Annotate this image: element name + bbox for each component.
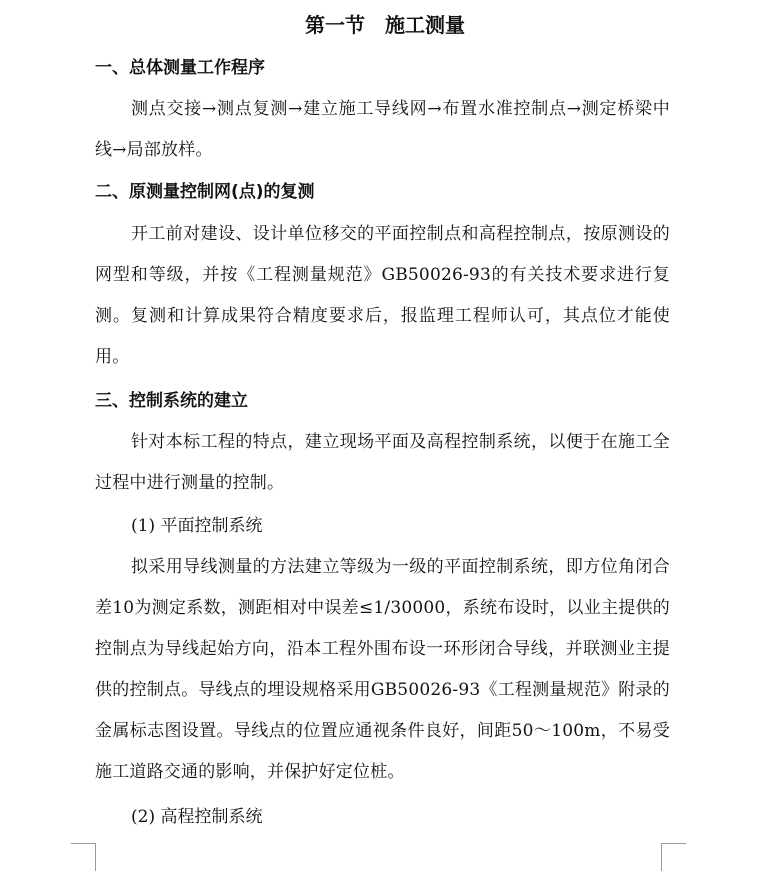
section-heading-2: 二、原测量控制网(点)的复测 xyxy=(95,182,315,202)
page-corner-mark-right xyxy=(661,843,686,871)
subsection-heading-2: (2) 高程控制系统 xyxy=(131,807,263,827)
page-title: 第一节 施工测量 xyxy=(305,13,465,37)
section-heading-3: 三、控制系统的建立 xyxy=(95,391,248,411)
subsection-paragraph-1: 拟采用导线测量的方法建立等级为一级的平面控制系统，即方位角闭合差10为测定系数，测距相对中误差≤1/30000，系统布设时，以业主提供的控制点为导线起始方向，沿本工程外围布设一环形闭合导线，并联测业主提供的控制点。导线点的埋设规格采用GB50026-93《工程测量规范》附录的金属标志图设置。导线点的位置应通视条件良好，间距50～100m，不易受施工道路交通的影响，并保护好定位桩。 xyxy=(95,557,670,782)
section-paragraph-2: 开工前对建设、设计单位移交的平面控制点和高程控制点，按原测设的网型和等级，并按《工程测量规范》GB50026-93的有关技术要求进行复测。复测和计算成果符合精度要求后，报监理工程师认可，其点位才能使用。 xyxy=(95,224,670,367)
page-corner-mark-left xyxy=(71,843,96,871)
section-paragraph-1: 测点交接→测点复测→建立施工导线网→布置水准控制点→测定桥梁中线→局部放样。 xyxy=(95,99,670,160)
subsection-heading-1: (1) 平面控制系统 xyxy=(131,516,263,536)
section-heading-1: 一、总体测量工作程序 xyxy=(95,58,265,78)
section-paragraph-3: 针对本标工程的特点，建立现场平面及高程控制系统，以便于在施工全过程中进行测量的控制。 xyxy=(95,432,670,493)
